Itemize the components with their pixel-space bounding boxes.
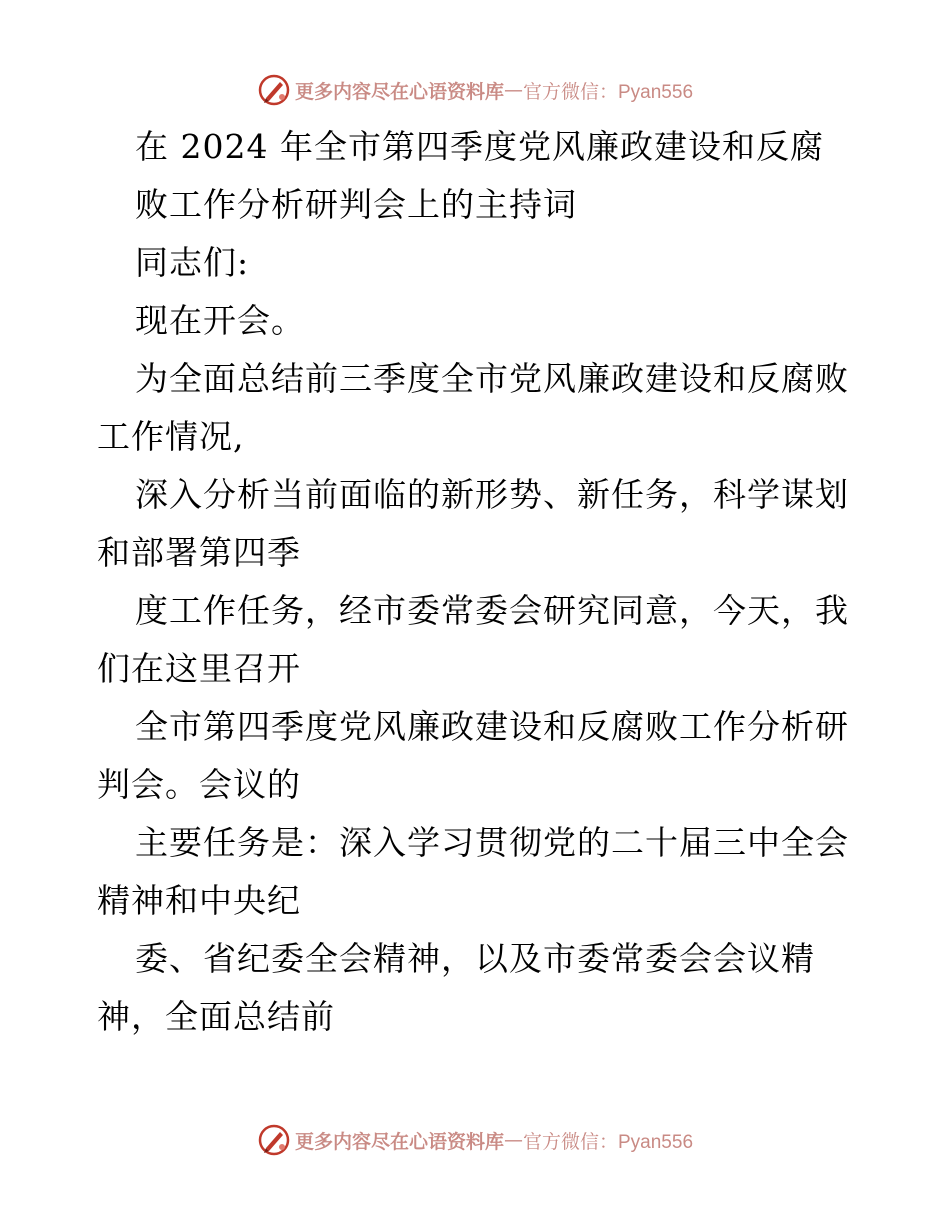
paragraph-line: 和部署第四季 [97,533,301,572]
paragraph-line: 委、省纪委全会精神，以及市委常委会会议精 [135,939,815,978]
paragraph-line: 现在开会。 [135,301,305,340]
paragraph-line: 神，全面总结前 [97,997,335,1036]
watermark-header [0,70,950,110]
title-line-1: 在 2024 年全市第四季度党风廉政建设和反腐 [135,127,824,166]
watermark-separator: — [504,1129,523,1151]
watermark-text: 更多内容尽在心语资料库 [294,80,504,103]
paragraph-line: 们在这里召开 [97,649,301,688]
paragraph-line: 深入分析当前面临的新形势、新任务，科学谋划 [135,475,849,514]
paragraph-line: 度工作任务，经市委常委会研究同意，今天，我 [135,591,849,630]
watermark-contact: 官方微信：Pyan556 [523,1131,694,1153]
watermark-separator: — [504,79,523,101]
pen-logo-icon [257,73,291,107]
paragraph-line: 全市第四季度党风廉政建设和反腐败工作分析研 [135,707,849,746]
pen-logo-icon [257,1123,291,1157]
paragraph-line: 主要任务是：深入学习贯彻党的二十届三中全会 [135,823,849,862]
title-line-2: 败工作分析研判会上的主持词 [135,185,577,224]
paragraph-line: 精神和中央纪 [97,881,301,920]
salutation: 同志们: [135,243,250,282]
watermark-text: 更多内容尽在心语资料库 [294,1130,504,1153]
watermark-footer [0,1120,950,1160]
watermark-contact: 官方微信：Pyan556 [523,81,694,103]
paragraph-line: 工作情况, [97,417,245,456]
paragraph-line: 为全面总结前三季度全市党风廉政建设和反腐败 [135,359,849,398]
paragraph-line: 判会。会议的 [97,765,301,804]
